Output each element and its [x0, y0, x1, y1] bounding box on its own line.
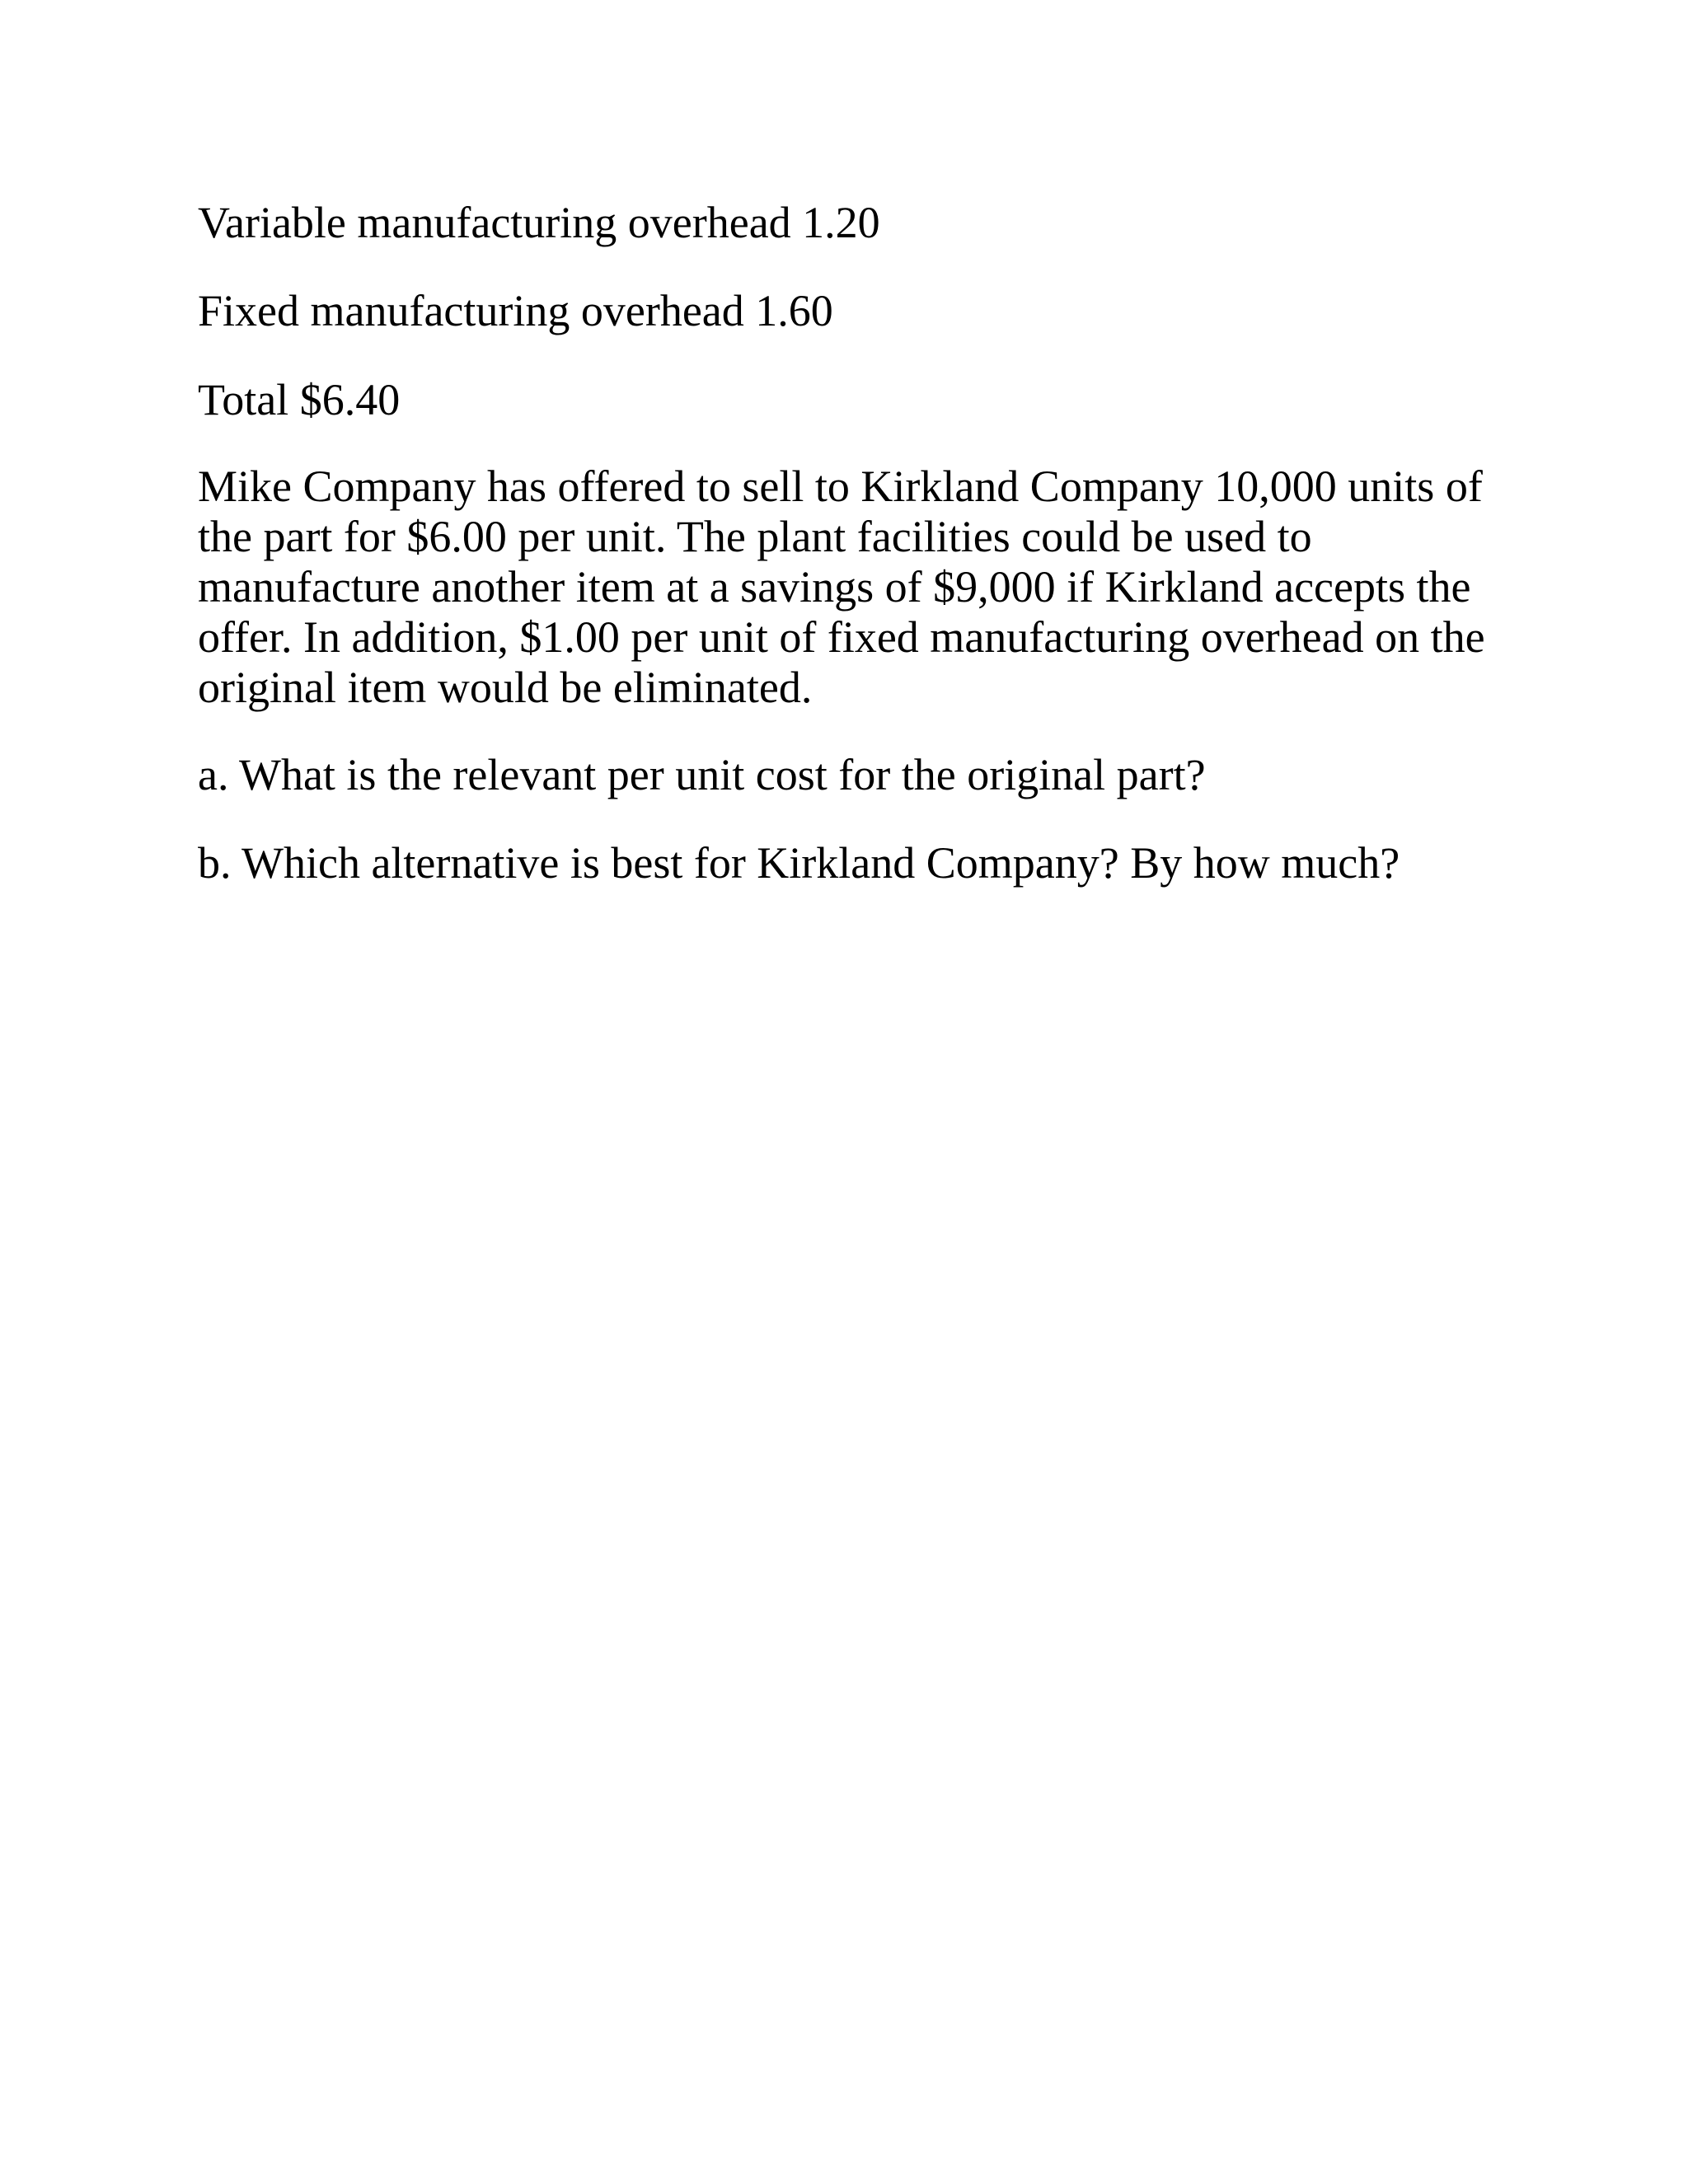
offer-paragraph: Mike Company has offered to sell to Kirkland Company 10,000 units of the part for $6.00 per unit. The plant facilities could be used to manufacture another item at a savings of $9,000 if Kirkland accepts the offer. In addition, $1.00 per unit of fixed manufacturing overhead on the original item would be eliminated.	[198, 462, 1485, 712]
question-b: b. Which alternative is best for Kirkland Company? By how much?	[198, 838, 1400, 888]
fixed-overhead-line: Fixed manufacturing overhead 1.60	[198, 286, 833, 335]
document-page	[198, 0, 1517, 2184]
question-a: a. What is the relevant per unit cost for the original part?	[198, 750, 1206, 799]
variable-overhead-line: Variable manufacturing overhead 1.20	[198, 198, 880, 247]
total-line: Total $6.40	[198, 375, 401, 424]
